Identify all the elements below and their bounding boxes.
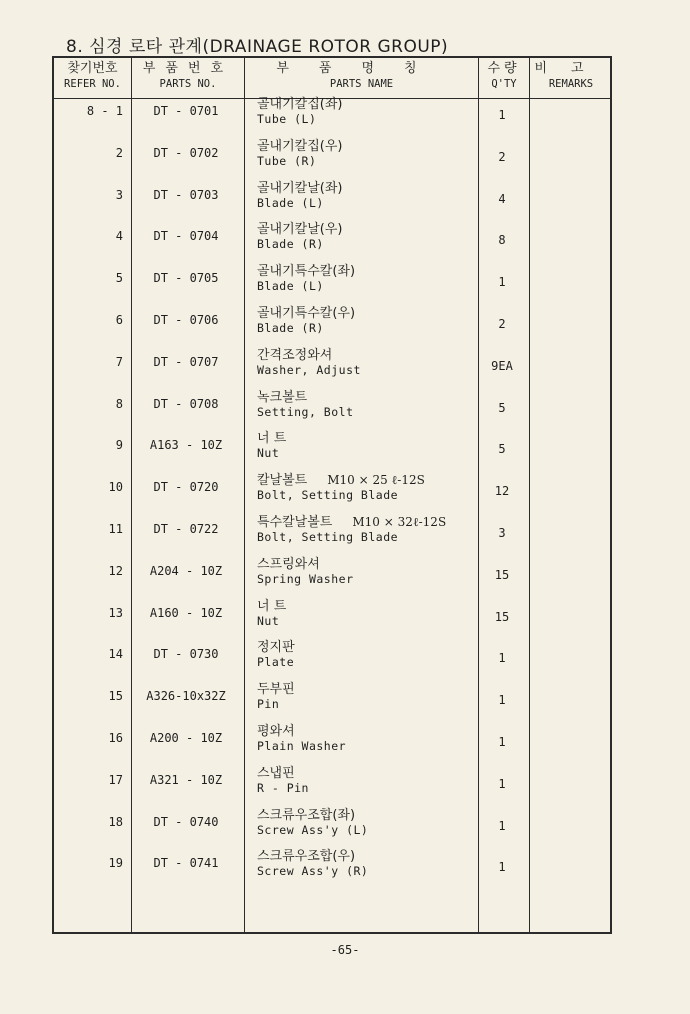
part-name-cell <box>257 723 472 753</box>
part-name-en: Plate <box>257 655 295 670</box>
part-name-cell <box>257 848 472 878</box>
part-no-cell: A163 - 10Z <box>149 438 223 453</box>
refer-no-cell: 3 <box>115 187 123 202</box>
part-no-cell: DT - 0708 <box>153 396 219 411</box>
part-name-en: Blade (L) <box>257 195 324 210</box>
part-name-en: Screw Ass'y (L) <box>257 822 369 837</box>
part-name-ko: 골내기칼집(우) <box>257 138 343 154</box>
qty-cell: 4 <box>498 191 506 206</box>
part-name-en: Nut <box>257 446 280 461</box>
part-name-cell <box>257 807 472 837</box>
part-name-en: Washer, Adjust <box>257 362 361 377</box>
refer-no-cell: 15 <box>108 689 123 704</box>
header-parts-name-ko: 부품명칭 <box>276 61 447 76</box>
refer-no-cell: 8 <box>115 396 123 411</box>
refer-no-cell: 14 <box>108 647 123 662</box>
part-no-cell: DT - 0730 <box>153 647 219 662</box>
part-name-ko: 골내기칼집(좌) <box>257 97 343 112</box>
part-name-cell <box>257 514 472 544</box>
refer-no-cell: 6 <box>115 313 123 327</box>
header-remarks <box>530 58 612 98</box>
header-parts-no-en: PARTS NO. <box>159 78 217 90</box>
part-name-cell <box>257 765 472 795</box>
part-name-cell <box>257 138 472 168</box>
refer-no-cell: 11 <box>108 522 123 536</box>
part-name-ko: 칼날볼트 <box>257 473 308 489</box>
part-name-en: Nut <box>257 613 280 628</box>
part-name-en: Blade (R) <box>257 321 324 335</box>
qty-cell: 1 <box>498 860 506 875</box>
part-name-ko: 골내기칼날(우) <box>257 222 343 238</box>
part-name-ko: 특수칼날볼트 <box>257 515 333 530</box>
part-name-cell <box>257 263 472 293</box>
part-no-cell: DT - 0720 <box>153 480 219 495</box>
part-name-en: Spring Washer <box>257 571 354 586</box>
part-name-cell <box>257 639 472 669</box>
part-name-ko: 스크류우조합(좌) <box>257 807 356 823</box>
qty-cell: 1 <box>498 275 506 290</box>
part-name-ko: 골내기특수칼(좌) <box>257 264 356 280</box>
part-name-cell <box>257 305 472 335</box>
header-qty-ko: 수량 <box>487 61 521 76</box>
refer-no-cell: 2 <box>115 145 123 160</box>
qty-cell: 2 <box>498 149 506 164</box>
part-name-en: Blade (R) <box>257 237 324 252</box>
part-no-cell: DT - 0706 <box>153 313 219 327</box>
part-name-cell <box>257 221 472 251</box>
qty-cell: 12 <box>494 484 510 499</box>
part-name-cell <box>257 96 472 126</box>
part-no-cell: DT - 0703 <box>153 187 219 202</box>
part-name-en: Tube (L) <box>257 112 317 126</box>
page-title: 8. 심경 로타 관계(DRAINAGE ROTOR GROUP) <box>66 37 449 57</box>
qty-cell: 15 <box>494 609 510 624</box>
refer-no-cell: 19 <box>108 856 123 871</box>
part-name-en: R - Pin <box>257 780 309 795</box>
part-name-ko: 너 트 <box>257 431 287 447</box>
part-name-en: Pin <box>257 697 280 712</box>
qty-cell: 8 <box>498 233 506 248</box>
part-name-en: Plain Washer <box>257 739 347 753</box>
part-no-cell: A326-10x32Z <box>146 689 226 704</box>
page-number: -65- <box>330 943 360 957</box>
part-name-en: Bolt, Setting Blade <box>257 530 399 544</box>
header-refer-ko: 찾기번호 <box>67 61 118 76</box>
refer-no-cell: 13 <box>108 605 123 620</box>
table-row <box>52 849 612 898</box>
qty-cell: 9EA <box>491 358 513 373</box>
part-name-ko: 두부핀 <box>257 682 295 698</box>
refer-no-cell: 10 <box>108 480 123 495</box>
qty-cell: 3 <box>498 526 506 540</box>
qty-cell: 5 <box>498 442 506 457</box>
part-name-en: Setting, Bolt <box>257 404 354 419</box>
qty-cell: 2 <box>498 317 506 331</box>
part-no-cell: DT - 0705 <box>153 271 219 286</box>
refer-no-cell: 12 <box>108 563 123 578</box>
qty-cell: 5 <box>498 400 506 415</box>
header-remarks-ko: 비고 <box>534 61 608 76</box>
header-refer-en: REFER NO. <box>64 78 121 90</box>
header-qty-en: Q'TY <box>491 78 517 90</box>
part-no-cell: DT - 0701 <box>153 104 219 118</box>
part-name-ko: 스프링와셔 <box>257 556 320 572</box>
part-name-ko: 녹크볼트 <box>257 389 308 405</box>
part-name-cell <box>257 556 472 586</box>
part-no-cell: A200 - 10Z <box>149 731 223 745</box>
refer-no-cell: 7 <box>115 354 123 369</box>
refer-no-cell: 4 <box>115 229 123 244</box>
header-remarks-en: REMARKS <box>548 78 594 90</box>
part-name-ko: 스크류우조합(우) <box>257 849 356 865</box>
part-name-ko: 스냅핀 <box>257 765 295 781</box>
header-qty <box>479 58 529 98</box>
refer-no-cell: 5 <box>115 271 123 286</box>
part-no-cell: A321 - 10Z <box>149 772 223 787</box>
part-name-en: Screw Ass'y (R) <box>257 864 369 879</box>
part-name-ko: 평와셔 <box>257 724 295 739</box>
refer-no-cell: 8 - 1 <box>86 104 123 118</box>
part-spec: M10 × 32ℓ-12S <box>352 515 447 529</box>
part-name-en: Tube (R) <box>257 153 317 168</box>
part-name-cell <box>257 180 472 210</box>
qty-cell: 1 <box>498 818 506 833</box>
part-no-cell: A204 - 10Z <box>149 563 223 578</box>
refer-no-cell: 17 <box>108 772 123 787</box>
part-name-cell <box>257 598 472 628</box>
qty-cell: 1 <box>498 776 506 791</box>
qty-cell: 1 <box>498 651 506 666</box>
part-name-cell <box>257 389 472 419</box>
qty-cell: 15 <box>494 567 510 582</box>
part-name-cell <box>257 347 472 377</box>
part-no-cell: DT - 0722 <box>153 522 219 536</box>
part-name-cell <box>257 472 472 502</box>
part-name-ko: 골내기칼날(좌) <box>257 180 343 196</box>
part-name-en: Bolt, Setting Blade <box>257 488 399 503</box>
part-no-cell: DT - 0740 <box>153 814 219 829</box>
qty-cell: 1 <box>498 108 506 122</box>
refer-no-cell: 18 <box>108 814 123 829</box>
header-parts-no-ko: 부품번호 <box>142 61 234 76</box>
part-spec: M10 × 25 ℓ-12S <box>327 473 425 488</box>
part-name-cell <box>257 430 472 460</box>
header-parts-name-en: PARTS NAME <box>329 78 394 90</box>
refer-no-cell: 16 <box>108 731 123 745</box>
part-no-cell: DT - 0707 <box>153 354 219 369</box>
part-no-cell: A160 - 10Z <box>149 605 223 620</box>
part-name-ko: 너 트 <box>257 598 287 614</box>
part-name-ko: 골내기특수칼(우) <box>257 306 356 321</box>
header-refer-no <box>54 58 131 98</box>
header-parts-name <box>245 58 478 98</box>
part-name-en: Blade (L) <box>257 279 324 294</box>
refer-no-cell: 9 <box>115 438 123 453</box>
part-no-cell: DT - 0702 <box>153 145 219 160</box>
part-name-ko: 정지판 <box>257 640 295 656</box>
part-name-ko: 간격조정와셔 <box>257 347 333 363</box>
qty-cell: 1 <box>498 693 506 708</box>
part-no-cell: DT - 0741 <box>153 856 219 871</box>
part-name-cell <box>257 681 472 711</box>
part-no-cell: DT - 0704 <box>153 229 219 244</box>
header-parts-no <box>132 58 244 98</box>
qty-cell: 1 <box>498 735 506 749</box>
